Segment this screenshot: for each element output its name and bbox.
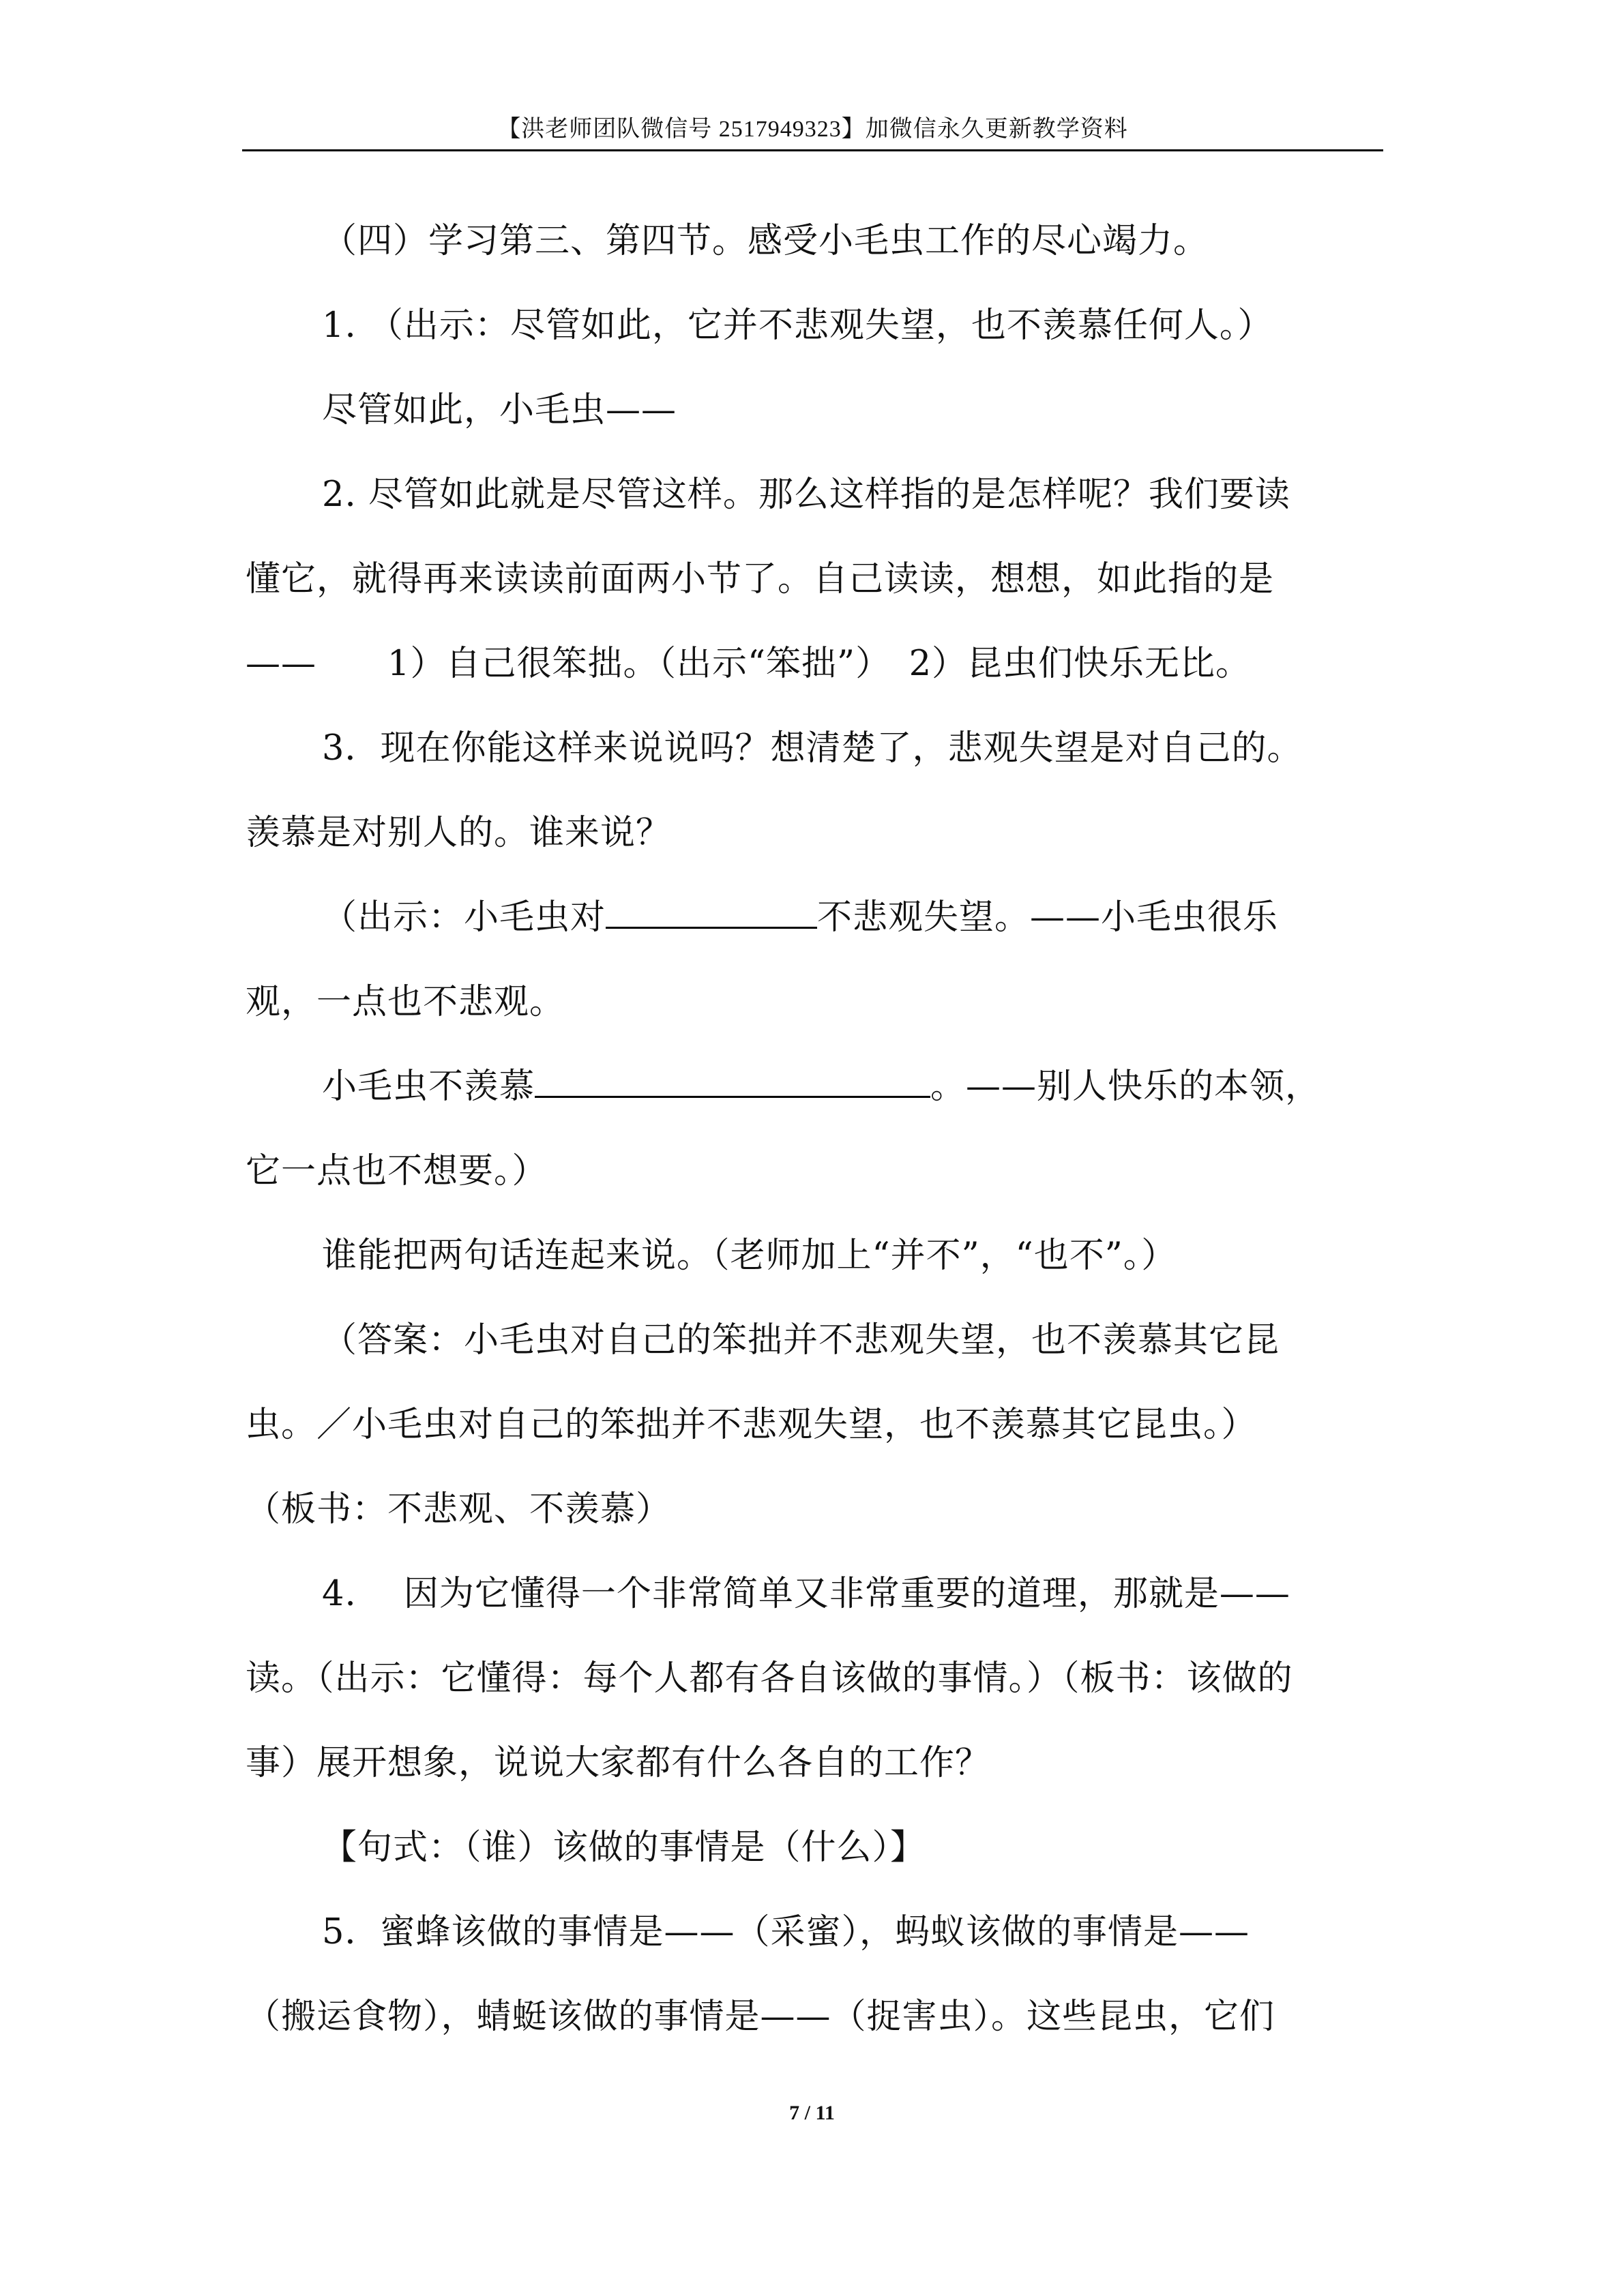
paragraph-line: 1. （出示：尽管如此，它并不悲观失望，也不羡慕任何人。） bbox=[322, 305, 1273, 346]
paragraph-line: 尽管如此，小毛虫—— bbox=[322, 390, 677, 430]
paragraph-line: 5．蜜蜂该做的事情是——（采蜜），蚂蚁该做的事情是—— bbox=[322, 1912, 1250, 1952]
paragraph-line: 懂它，就得再来读读前面两小节了。自己读读，想想，如此指的是 bbox=[246, 559, 1275, 599]
paragraph-line: 观，一点也不悲观。 bbox=[246, 982, 565, 1022]
paragraph-line: 事）展开想象，说说大家都有什么各自的工作？ bbox=[246, 1743, 991, 1783]
paragraph-line: 3．现在你能这样来说说吗？想清楚了，悲观失望是对自己的。 bbox=[322, 728, 1303, 769]
paragraph-line: 羡慕是对别人的。谁来说？ bbox=[246, 813, 672, 853]
paragraph-line: 谁能把两句话连起来说。（老师加上“并不”，“也不”。） bbox=[322, 1236, 1177, 1276]
answer-line: （答案：小毛虫对自己的笨拙并不悲观失望，也不羡慕其它昆 bbox=[322, 1320, 1280, 1360]
fill-blank-line-1 bbox=[246, 876, 1378, 960]
fill-blank-suffix: 。——别人快乐的本领， bbox=[930, 1067, 1321, 1107]
paragraph-line: —— 1）自己很笨拙。（出示“笨拙”） 2）昆虫们快乐无比。 bbox=[246, 644, 1252, 684]
paragraph-line: 2. 尽管如此就是尽管这样。那么这样指的是怎样呢？我们要读 bbox=[322, 475, 1290, 515]
fill-blank-line-2 bbox=[246, 1045, 1378, 1129]
lesson-body bbox=[246, 199, 1378, 2059]
page-number: 7 / 11 bbox=[789, 2102, 835, 2124]
sentence-pattern-line: 【句式：（谁）该做的事情是（什么）】 bbox=[322, 1828, 926, 1868]
fill-blank-prefix: （出示：小毛虫对 bbox=[322, 897, 606, 938]
header-divider bbox=[242, 149, 1383, 151]
fill-blank-suffix: 不悲观失望。——小毛虫很乐 bbox=[817, 897, 1279, 938]
paragraph-line: 它一点也不想要。） bbox=[246, 1151, 548, 1191]
page-header: 【洪老师团队微信号 2517949323】加微信永久更新教学资料 bbox=[497, 117, 1128, 142]
paragraph-line: 4. 因为它懂得一个非常简单又非常重要的道理，那就是—— bbox=[322, 1574, 1290, 1614]
section-heading: （四）学习第三、第四节。感受小毛虫工作的尽心竭力。 bbox=[322, 221, 1209, 261]
paragraph-line: 读。（出示：它懂得：每个人都有各自该做的事情。）（板书：该做的 bbox=[246, 1658, 1293, 1699]
answer-blank bbox=[535, 1063, 930, 1098]
fill-blank-prefix: 小毛虫不羡慕 bbox=[322, 1067, 535, 1107]
answer-line: 虫。／小毛虫对自己的笨拙并不悲观失望，也不羡慕其它昆虫。） bbox=[246, 1405, 1257, 1445]
board-note-line: （板书：不悲观、不羡慕） bbox=[246, 1489, 672, 1530]
answer-blank bbox=[606, 894, 817, 929]
paragraph-line: （搬运食物），蜻蜓该做的事情是——（捉害虫）。这些昆虫，它们 bbox=[246, 1997, 1275, 2037]
